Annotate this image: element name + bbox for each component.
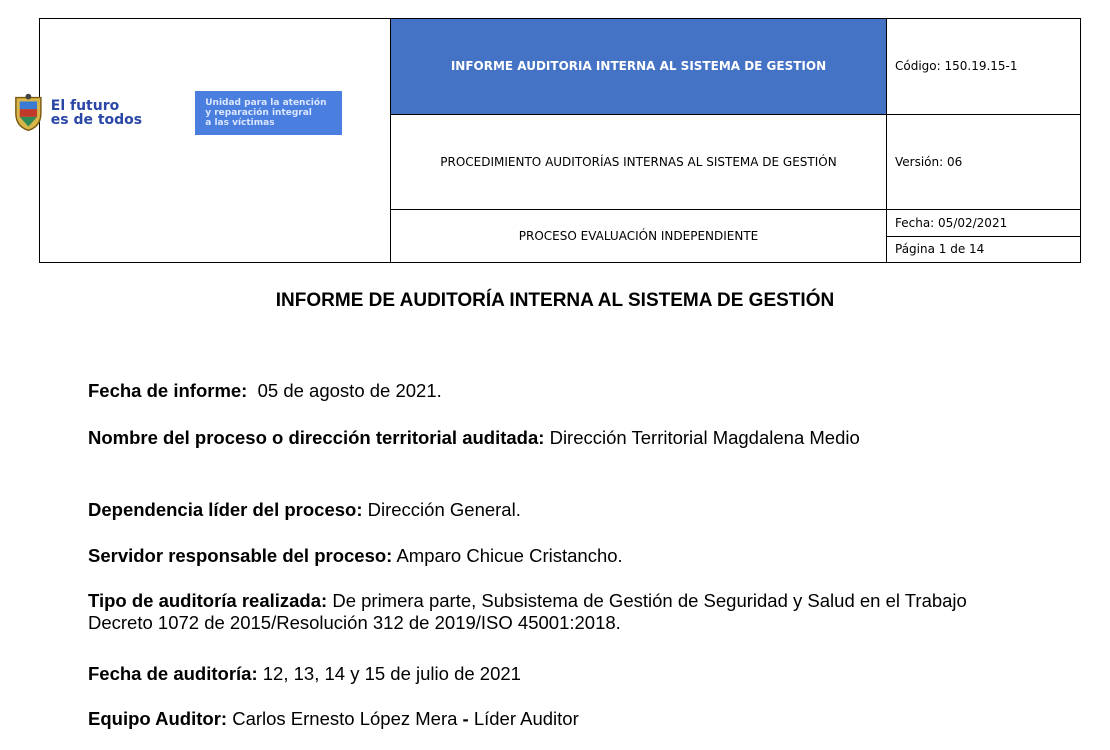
field-lead-dependency — [88, 499, 1013, 521]
header-version: Versión: 06 — [887, 114, 1081, 210]
document-title: INFORME DE AUDITORÍA INTERNA AL SISTEMA DE GESTIÓN — [275, 290, 835, 311]
field-separator: - — [462, 708, 469, 729]
header-process: PROCESO EVALUACIÓN INDEPENDIENTE — [391, 210, 887, 263]
field-value: 05 de agosto de 2021. — [247, 380, 442, 401]
field-label: Dependencia líder del proceso: — [88, 499, 363, 520]
field-value: Carlos Ernesto López Mera — [227, 708, 463, 729]
institution-logo — [12, 91, 342, 135]
logo-tagline-line1: El futuro — [50, 98, 120, 114]
field-value-role: Líder Auditor — [468, 708, 579, 729]
logo-unit-line3: a las víctimas — [205, 118, 275, 128]
field-label: Tipo de auditoría realizada: — [88, 590, 328, 611]
field-audit-type — [88, 590, 1013, 634]
logo-tagline — [51, 91, 195, 135]
field-label: Fecha de informe: — [88, 380, 248, 401]
field-label: Nombre del proceso o dirección territorial auditada: — [88, 427, 545, 448]
field-label: Servidor responsable del proceso: — [88, 545, 393, 566]
document-header — [39, 18, 1081, 263]
field-label: Fecha de auditoría: — [88, 663, 258, 684]
header-procedure: PROCEDIMIENTO AUDITORÍAS INTERNAS AL SISTEMA DE GESTIÓN — [391, 114, 887, 210]
field-value: 12, 13, 14 y 15 de julio de 2021 — [257, 663, 521, 684]
header-page: Página 1 de 14 — [887, 236, 1081, 262]
field-value: Dirección Territorial Magdalena Medio — [544, 427, 860, 448]
logo-tagline-line2: es de todos — [50, 112, 143, 128]
logo-unit-box — [195, 91, 342, 135]
field-audit-date — [88, 663, 1013, 685]
colombia-crest-icon — [12, 93, 45, 133]
header-title: INFORME AUDITORIA INTERNA AL SISTEMA DE GESTION — [391, 19, 887, 115]
field-value: Amparo Chicue Cristancho. — [392, 545, 623, 566]
field-value: Dirección General. — [362, 499, 521, 520]
field-process-name — [88, 427, 1013, 449]
header-date: Fecha: 05/02/2021 — [887, 210, 1081, 236]
header-code: Código: 150.19.15-1 — [887, 19, 1081, 115]
logo-unit-line1: Unidad para la atención — [205, 98, 327, 108]
field-value: De primera parte, Subsistema de Gestión de Seguridad y Salud en el Trabajo Decreto 1072 de 2015/Resolución 312 de 2019/ISO 45001:2018. — [88, 590, 967, 633]
logo-cell — [40, 19, 391, 263]
field-responsible-servant — [88, 545, 1013, 567]
logo-unit-line2: y reparación integral — [205, 108, 312, 118]
field-audit-team — [88, 708, 1013, 730]
field-label: Equipo Auditor: — [88, 708, 228, 729]
field-report-date — [88, 380, 1013, 402]
